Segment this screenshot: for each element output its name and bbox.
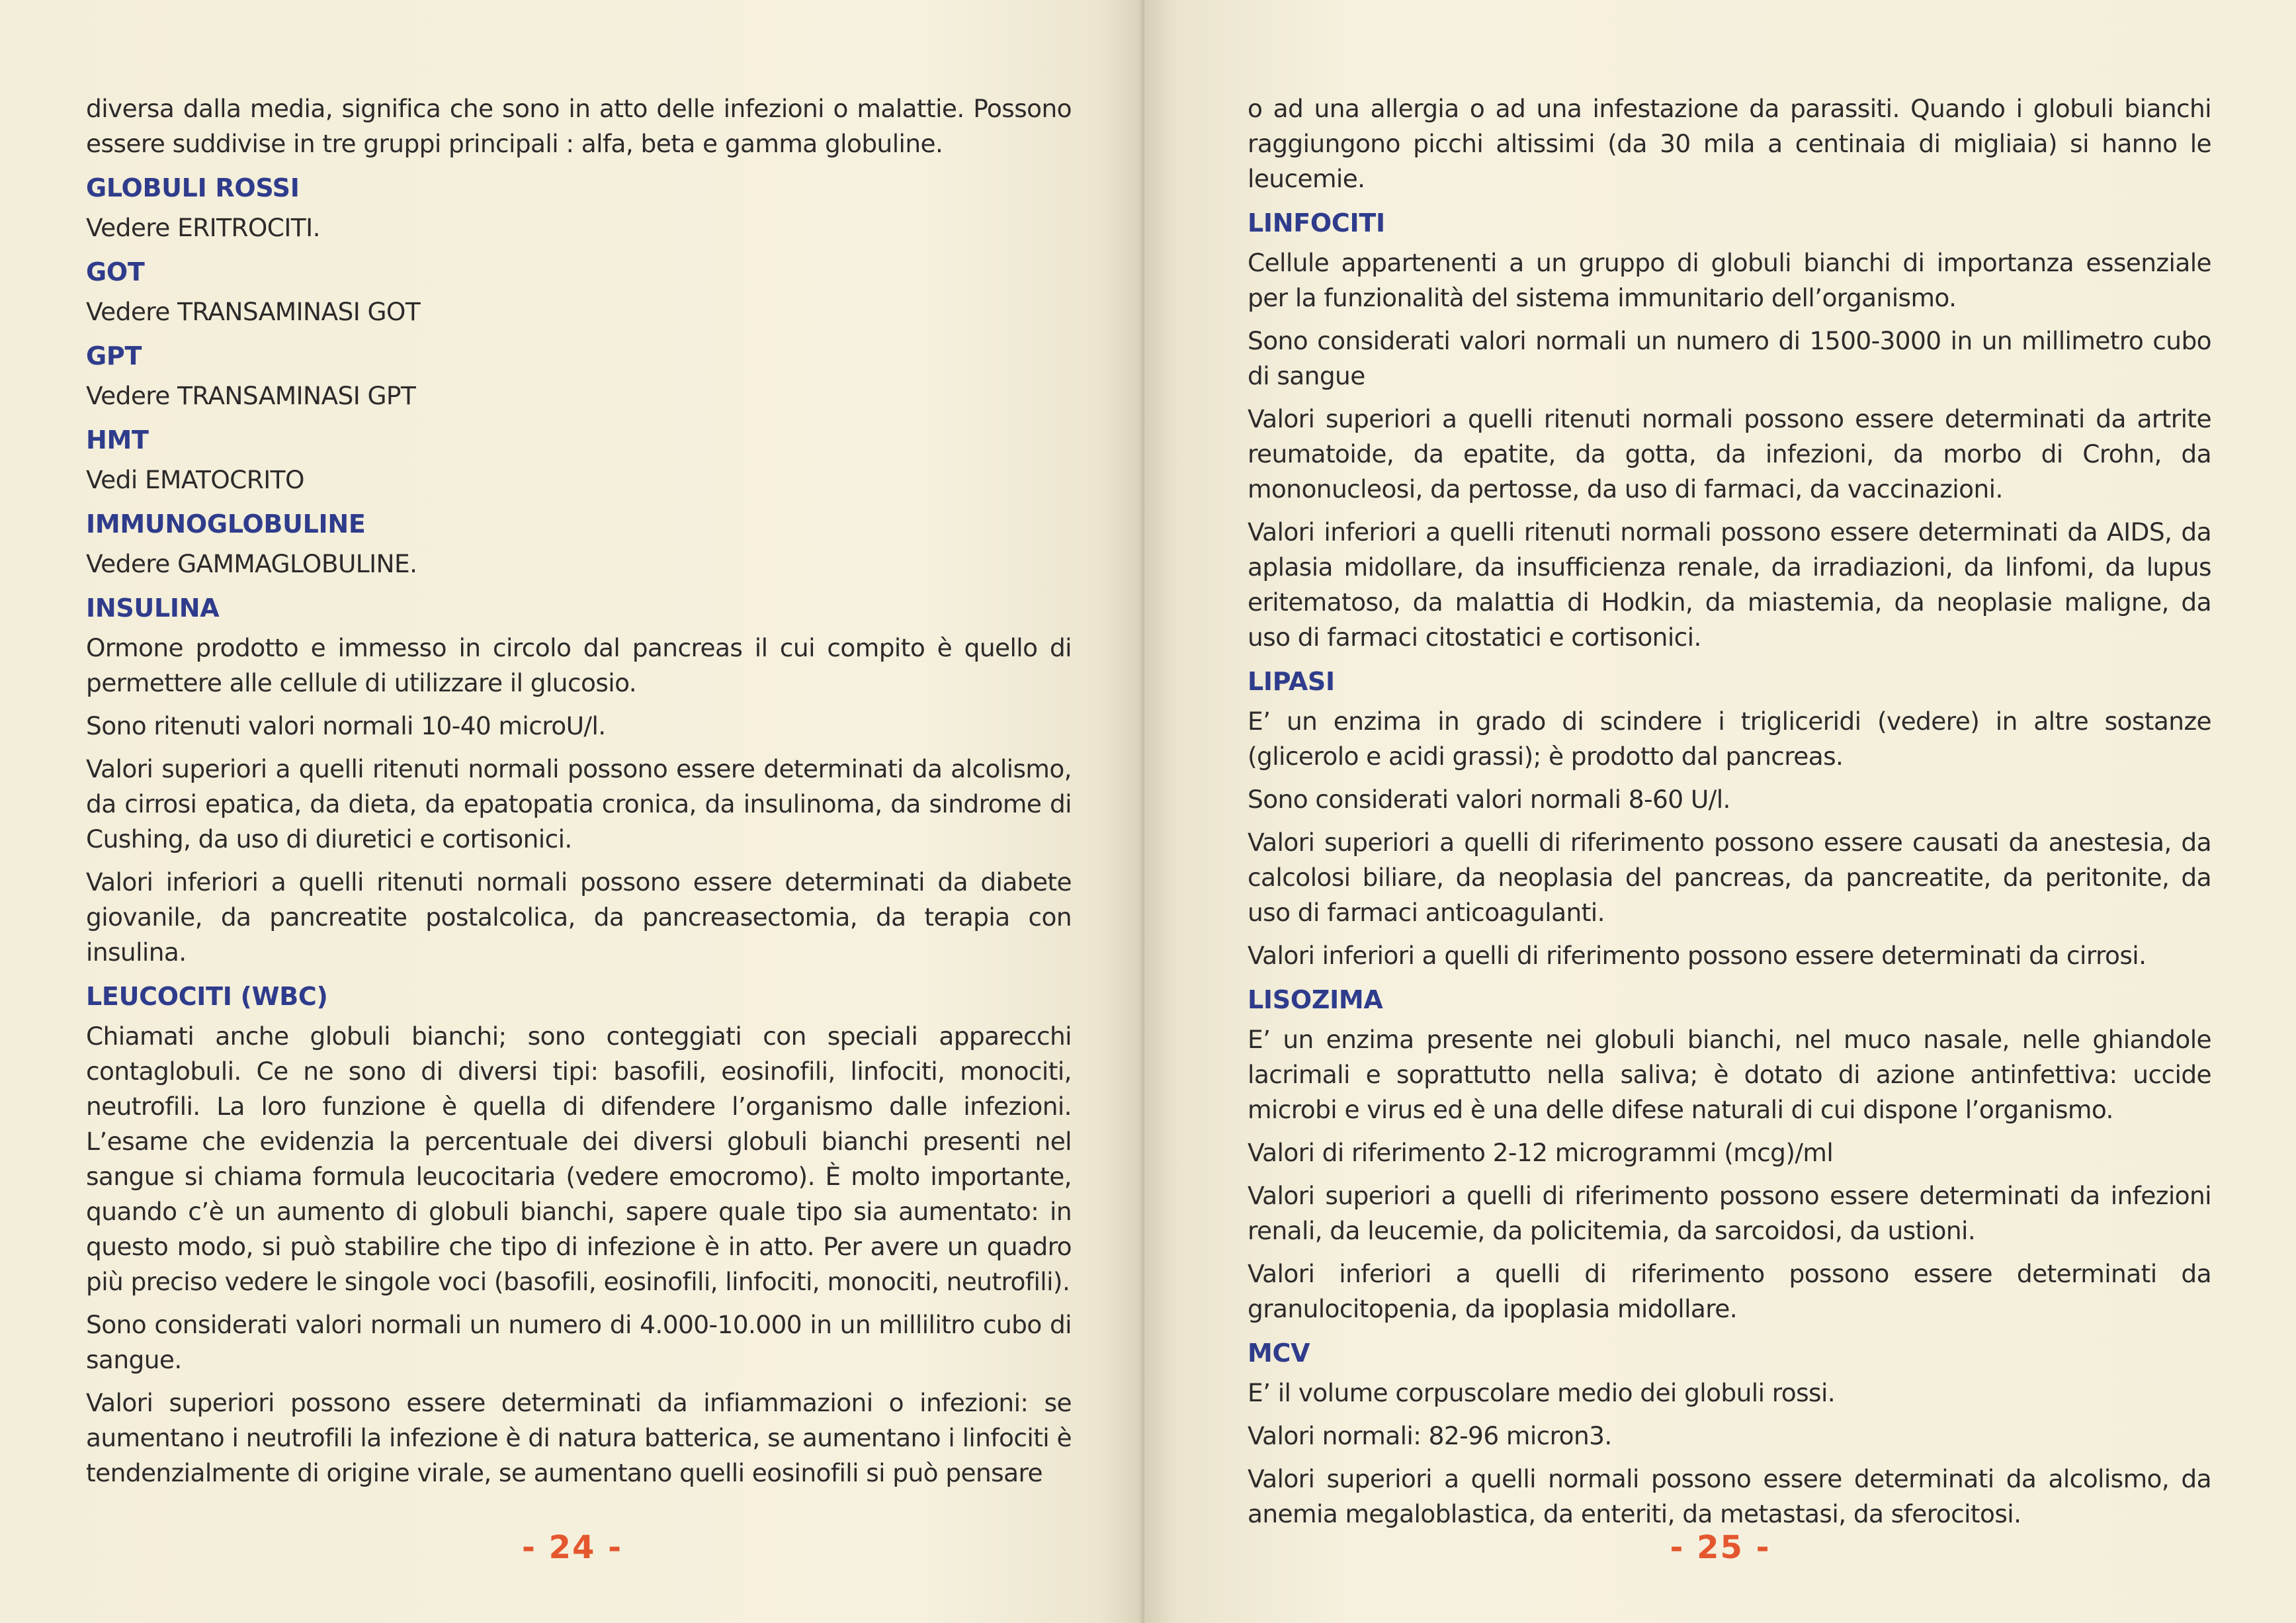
section-heading: LINFOCITI (1248, 208, 1385, 238)
body-paragraph: Vedere GAMMAGLOBULINE. (86, 549, 417, 578)
body-paragraph: Sono considerati valori normali un numero di 4.000-10.000 in un millilitro cubo di sangue. (86, 1310, 1072, 1374)
body-paragraph: Valori superiori a quelli ritenuti normali possono essere determinati da alcolismo, da cirrosi epatica, da dieta, da epatopatia cronica, da insulinoma, da sindrome di Cushing, da uso di diuretici e cortisonici. (86, 754, 1072, 854)
body-paragraph: Valori superiori a quelli di riferimento possono essere causati da anestesia, da calcolosi biliare, da neoplasia del pancreas, da pancreatite, da peritonite, da uso di farmaci anticoagulanti. (1248, 828, 2211, 927)
body-paragraph: Valori inferiori a quelli di riferimento possono essere determinati da granulocitopenia, da ipoplasia midollare. (1248, 1259, 2211, 1323)
body-paragraph: Valori inferiori a quelli di riferimento possono essere determinati da cirrosi. (1248, 941, 2147, 970)
left-page-text (86, 91, 1072, 1491)
page-number-right: - 25 - (1670, 1529, 1771, 1566)
body-paragraph: Valori inferiori a quelli ritenuti normali possono essere determinati da diabete giovanile, da pancreatite postalcolica, da pancreasectomia, da terapia con insulina. (86, 867, 1072, 967)
section-heading: HMT (86, 425, 149, 455)
body-paragraph: Valori superiori a quelli normali possono essere determinati da alcolismo, da anemia megaloblastica, da enteriti, da metastasi, da sferocitosi. (1248, 1464, 2211, 1528)
right-page-text (1248, 91, 2211, 1532)
body-paragraph: Ormone prodotto e immesso in circolo dal pancreas il cui compito è quello di permettere alle cellule di utilizzare il glucosio. (86, 633, 1072, 697)
body-paragraph: Valori superiori a quelli di riferimento possono essere determinati da infezioni renali, da leucemie, da policitemia, da sarcoidosi, da ustioni. (1248, 1181, 2211, 1245)
body-paragraph: E’ il volume corpuscolare medio dei globuli rossi. (1248, 1378, 1836, 1407)
right-page (1144, 0, 2296, 1623)
body-paragraph: Vedere TRANSAMINASI GOT (86, 297, 421, 326)
body-paragraph: Sono ritenuti valori normali 10-40 microU/l. (86, 711, 606, 740)
body-paragraph: Sono considerati valori normali 8-60 U/l. (1248, 785, 1730, 814)
section-heading: GOT (86, 257, 145, 286)
body-paragraph: Vedi EMATOCRITO (86, 465, 304, 494)
body-paragraph: Chiamati anche globuli bianchi; sono conteggiati con speciali apparecchi contaglobuli. Ce ne sono di diversi tipi: basofili, eosinofili, linfociti, monociti, neutrofili. La loro funzione è quella di difendere l’organismo dalle infezioni. L’esame che evidenzia la percentuale dei diversi globuli bianchi presenti nel sangue si chiama formula leucocitaria (vedere emocromo). È molto importante, quando c’è un aumento di globuli bianchi, sapere quale tipo sia aumentato: in questo modo, si può stabilire che tipo di infezione è in atto. Per avere un quadro più preciso vedere le singole voci (basofili, eosinofili, linfociti, monociti, neutrofili). (86, 1022, 1072, 1296)
body-paragraph: o ad una allergia o ad una infestazione da parassiti. Quando i globuli bianchi raggiungono picchi altissimi (da 30 mila a centinaia di migliaia) si hanno le leucemie. (1248, 94, 2211, 193)
body-paragraph: Valori superiori a quelli ritenuti normali possono essere determinati da artrite reumatoide, da epatite, da gotta, da infezioni, da morbo di Crohn, da mononucleosi, da pertosse, da uso di farmaci, da vaccinazioni. (1248, 404, 2211, 504)
section-heading: GLOBULI ROSSI (86, 173, 300, 202)
page-number-left: - 24 - (521, 1529, 623, 1566)
section-heading: IMMUNOGLOBULINE (86, 509, 366, 539)
section-heading: LIPASI (1248, 667, 1335, 696)
section-heading: LEUCOCITI (WBC) (86, 982, 328, 1011)
section-heading: INSULINA (86, 593, 220, 623)
body-paragraph: Sono considerati valori normali un numero di 1500-3000 in un millimetro cubo di sangue (1248, 326, 2211, 390)
body-paragraph: Valori superiori possono essere determinati da infiammazioni o infezioni: se aumentano i neutrofili la infezione è di natura batterica, se aumentano i linfociti è tendenzialmente di origine virale, se aumentano quelli eosinofili si può pensare (86, 1388, 1072, 1487)
body-paragraph: Cellule appartenenti a un gruppo di globuli bianchi di importanza essenziale per la funzionalità del sistema immunitario dell’organismo. (1248, 248, 2211, 312)
left-page (0, 0, 1144, 1623)
section-heading: MCV (1248, 1338, 1310, 1368)
body-paragraph: Vedere ERITROCITI. (86, 213, 320, 242)
body-paragraph: Valori di riferimento 2-12 microgrammi (mcg)/ml (1248, 1138, 1834, 1167)
body-paragraph: Valori normali: 82-96 micron3. (1248, 1421, 1612, 1450)
body-paragraph: E’ un enzima in grado di scindere i trigliceridi (vedere) in altre sostanze (glicerolo e acidi grassi); è prodotto dal pancreas. (1248, 707, 2211, 771)
body-paragraph: Valori inferiori a quelli ritenuti normali possono essere determinati da AIDS, da aplasia midollare, da insufficienza renale, da irradiazioni, da linfomi, da lupus eritematoso, da malattia di Hodkin, da miastemia, da neoplasie maligne, da uso di farmaci citostatici e cortisonici. (1248, 517, 2211, 652)
body-paragraph: Vedere TRANSAMINASI GPT (86, 381, 416, 410)
body-paragraph: E’ un enzima presente nei globuli bianchi, nel muco nasale, nelle ghiandole lacrimali e soprattutto nella saliva; è dotato di azione antinfettiva: uccide microbi e virus ed è una delle difese naturali di cui dispone l’organismo. (1248, 1025, 2211, 1124)
body-paragraph: diversa dalla media, significa che sono in atto delle infezioni o malattie. Possono essere suddivise in tre gruppi principali : alfa, beta e gamma globuline. (86, 94, 1072, 158)
section-heading: LISOZIMA (1248, 985, 1383, 1014)
section-heading: GPT (86, 341, 142, 371)
